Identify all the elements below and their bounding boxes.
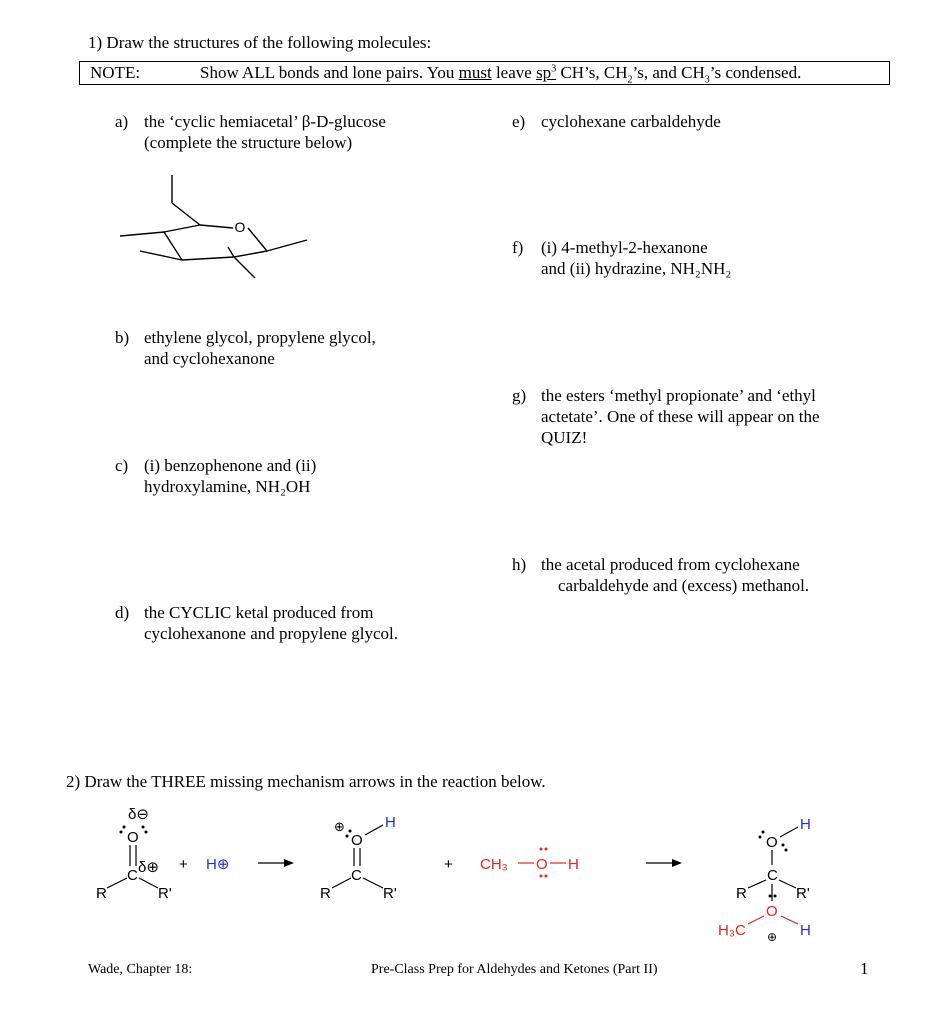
proton: H⊕ <box>206 856 230 873</box>
product-bottom-h: H <box>800 922 811 939</box>
product-r-prime: R' <box>796 885 810 902</box>
bond <box>164 232 182 260</box>
reactant-ketone <box>96 806 172 902</box>
glucose-chair-scaffold <box>110 165 320 290</box>
methanol-methyl: CH₃ <box>480 856 508 873</box>
bond <box>267 240 307 251</box>
carbonyl-carbon: C <box>127 867 138 884</box>
bond <box>228 247 234 257</box>
note-label: NOTE: <box>90 63 141 82</box>
product-top-oxygen: O <box>766 834 778 851</box>
bond <box>120 232 164 236</box>
bond <box>140 251 182 260</box>
carbonyl-oxygen: O <box>127 829 139 846</box>
ring-oxygen: O <box>234 219 246 235</box>
intermediate-carbon: C <box>351 867 362 884</box>
note-text: Show ALL bonds and lone pairs. You must leave $sp^3$ CH’s, $CH_2’s$, and $CH_3’s$ condensed. <box>200 63 802 86</box>
methanol <box>480 848 579 878</box>
mechanism-scheme <box>80 800 860 950</box>
bond <box>164 225 200 232</box>
hemiacetal-product <box>718 816 811 944</box>
bond <box>234 251 267 257</box>
oxonium-oxygen: O <box>351 832 363 849</box>
footer-source: Wade, Chapter 18: <box>88 962 193 977</box>
delta-minus-label: δ⊖ <box>128 806 149 823</box>
bond <box>182 257 234 260</box>
protonated-intermediate <box>320 814 397 902</box>
methanol-hydrogen: H <box>568 856 579 873</box>
bond <box>200 225 233 228</box>
page-number: 1 <box>860 959 869 978</box>
plus-sign-1: + <box>179 856 188 873</box>
product-top-h: H <box>800 816 811 833</box>
plus-sign-2: + <box>444 856 453 873</box>
bond <box>248 228 267 251</box>
question-2-heading: 2) Draw the THREE missing mechanism arrows in the reaction below. <box>66 772 546 791</box>
product-r: R <box>736 885 747 902</box>
r-prime-group: R' <box>158 885 172 902</box>
question-1-heading: 1) Draw the structures of the following molecules: <box>88 33 432 52</box>
bond <box>172 203 200 225</box>
methanol-oxygen: O <box>536 856 548 873</box>
intermediate-r-prime: R' <box>383 885 397 902</box>
product-bottom-oxygen: O <box>766 903 778 920</box>
oxonium-charge: ⊕ <box>334 819 345 834</box>
delta-plus-label: δ⊕ <box>138 859 159 876</box>
intermediate-r: R <box>320 885 331 902</box>
footer-title: Pre-Class Prep for Aldehydes and Ketones (Part II) <box>371 962 658 977</box>
product-charge: ⊕ <box>767 930 778 944</box>
reaction-arrow-2 <box>646 859 682 867</box>
product-carbon: C <box>767 867 778 884</box>
product-methyl: H₃C <box>718 922 746 939</box>
r-group: R <box>96 885 107 902</box>
added-proton-h: H <box>385 814 396 831</box>
note-box <box>79 61 890 85</box>
reaction-arrow-1 <box>258 859 294 867</box>
bond <box>234 257 255 278</box>
